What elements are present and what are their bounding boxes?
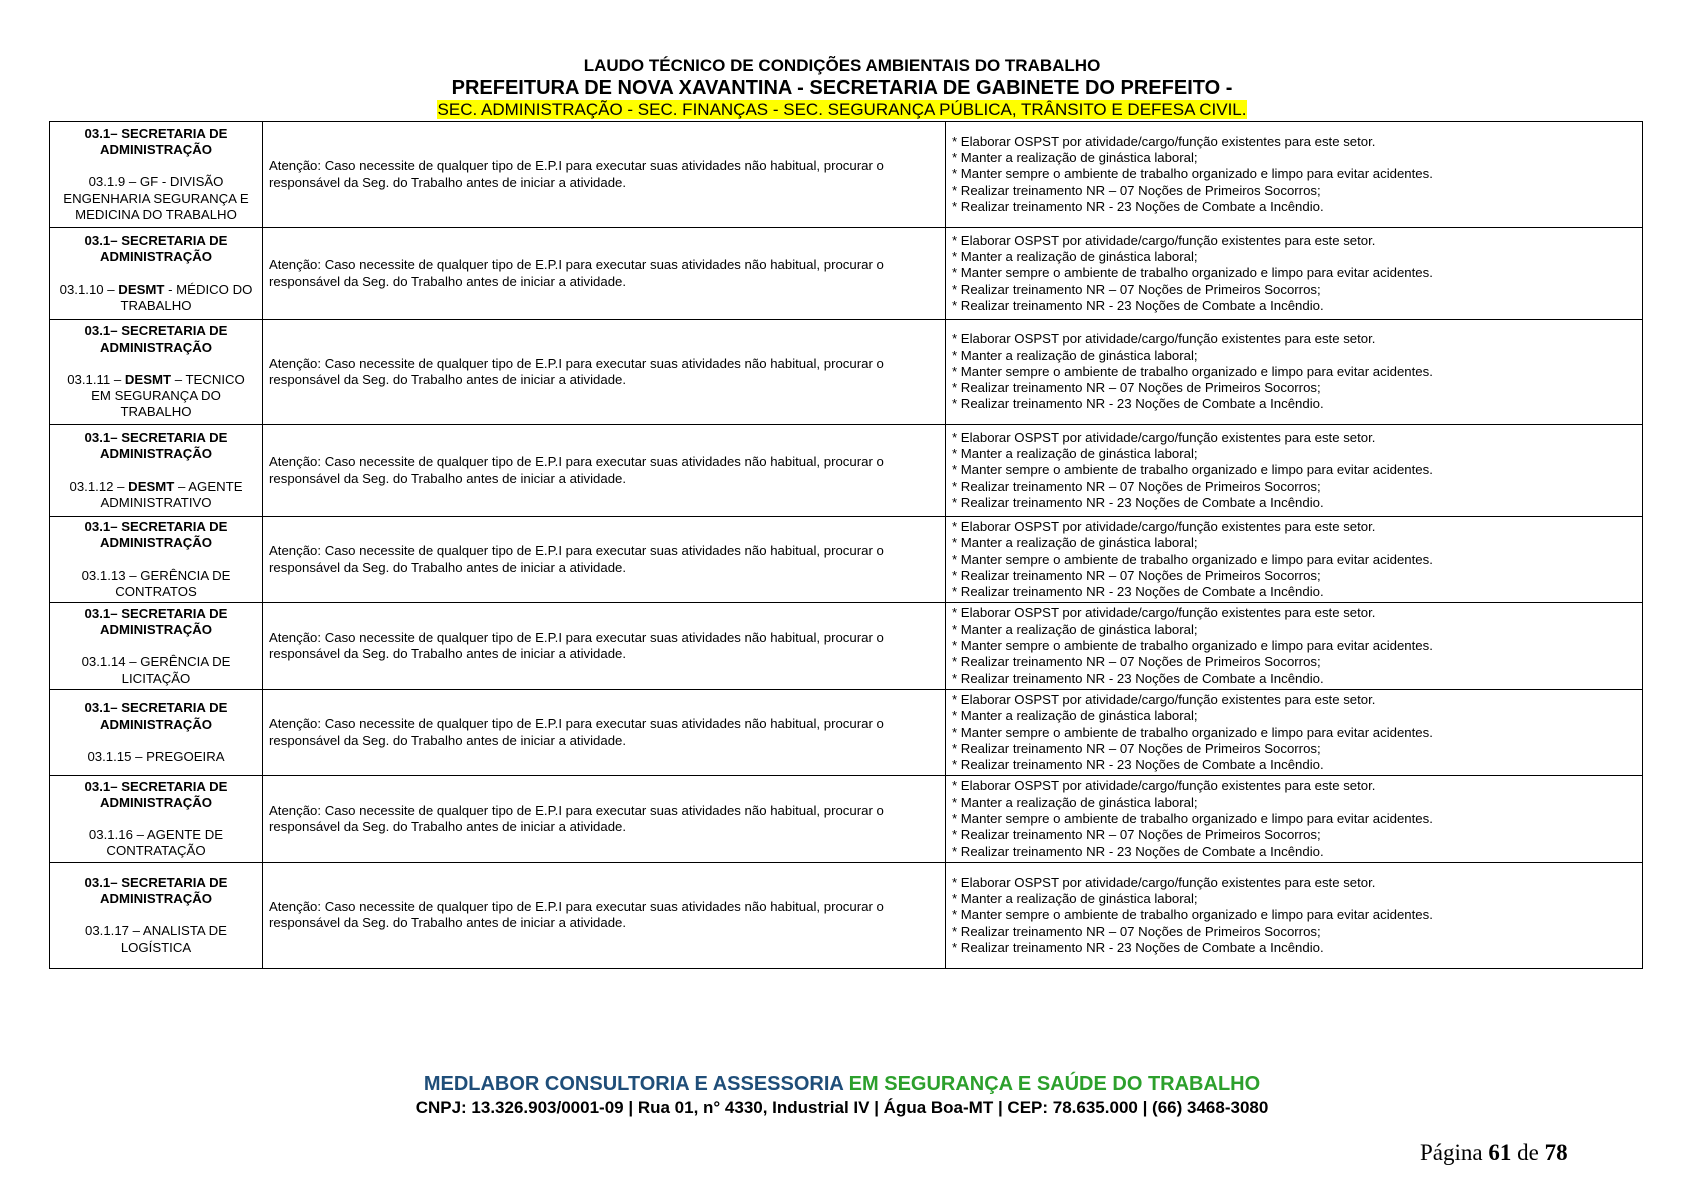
table-row — [50, 517, 1643, 603]
attention-cell: Atenção: Caso necessite de qualquer tipo de E.P.I para executar suas atividades não habitual, procurar o responsável da Seg. do Trabalho antes de iniciar a atividade. — [263, 517, 946, 603]
recommendation-item: * Manter a realização de ginástica laboral; — [952, 794, 1198, 810]
recommendation-item: * Manter sempre o ambiente de trabalho organizado e limpo para evitar acidentes. — [952, 811, 1433, 827]
recommendation-item: * Elaborar OSPST por atividade/cargo/função existentes para este setor. — [952, 331, 1376, 347]
attention-cell: Atenção: Caso necessite de qualquer tipo de E.P.I para executar suas atividades não habitual, procurar o responsável da Seg. do Trabalho antes de iniciar a atividade. — [263, 122, 946, 228]
recommendation-item: * Realizar treinamento NR - 23 Noções de Combate a Incêndio. — [952, 939, 1324, 955]
page-number — [1420, 1140, 1568, 1166]
recommendation-item: * Manter a realização de ginástica laboral; — [952, 890, 1198, 906]
recommendation-item: * Realizar treinamento NR – 07 Noções de Primeiros Socorros; — [952, 380, 1321, 396]
sector-cell — [50, 689, 263, 775]
page-total: 78 — [1544, 1140, 1568, 1165]
sector-cell — [50, 603, 263, 689]
sector-name: 03.1– SECRETARIA DE ADMINISTRAÇÃO — [84, 778, 228, 810]
footer-company-name: MEDLABOR CONSULTORIA E ASSESSORIA — [423, 1073, 844, 1095]
recommendation-item: * Realizar treinamento NR – 07 Noções de Primeiros Socorros; — [952, 182, 1321, 198]
recommendation-item: * Realizar treinamento NR - 23 Noções de Combate a Incêndio. — [952, 757, 1324, 773]
footer-company-tagline: EM SEGURANÇA E SAÚDE DO TRABALHO — [843, 1073, 1261, 1095]
recommendation-item: * Manter sempre o ambiente de trabalho organizado e limpo para evitar acidentes. — [952, 265, 1433, 281]
recommendation-item: * Elaborar OSPST por atividade/cargo/função existentes para este setor. — [952, 133, 1376, 149]
sector-cell — [50, 320, 263, 425]
recommendation-item: * Manter a realização de ginástica laboral; — [952, 708, 1198, 724]
secretariats-highlight: SEC. ADMINISTRAÇÃO - SEC. FINANÇAS - SEC. SEGURANÇA PÚBLICA, TRÂNSITO E DEFESA CIVIL. — [437, 100, 1247, 119]
recommendation-item: * Realizar treinamento NR - 23 Noções de Combate a Incêndio. — [952, 494, 1324, 510]
recommendation-item: * Elaborar OSPST por atividade/cargo/função existentes para este setor. — [952, 605, 1376, 621]
table-row — [50, 776, 1643, 862]
function-name: 03.1.12 – DESMT – AGENTE ADMINISTRATIVO — [69, 478, 243, 510]
table-row — [50, 425, 1643, 517]
recommendations-cell — [946, 862, 1643, 968]
table-row — [50, 228, 1643, 320]
sector-cell — [50, 517, 263, 603]
recommendation-item: * Realizar treinamento NR – 07 Noções de Primeiros Socorros; — [952, 478, 1321, 494]
recommendation-item: * Realizar treinamento NR – 07 Noções de Primeiros Socorros; — [952, 827, 1321, 843]
recommendation-item: * Elaborar OSPST por atividade/cargo/função existentes para este setor. — [952, 232, 1376, 248]
document-title: LAUDO TÉCNICO DE CONDIÇÕES AMBIENTAIS DO TRABALHO — [583, 56, 1101, 75]
recommendation-item: * Manter sempre o ambiente de trabalho organizado e limpo para evitar acidentes. — [952, 363, 1433, 379]
recommendations-cell — [946, 776, 1643, 862]
recommendations-cell — [946, 122, 1643, 228]
function-name: 03.1.15 – PREGOEIRA — [87, 748, 225, 764]
recommendation-item: * Realizar treinamento NR – 07 Noções de Primeiros Socorros; — [952, 923, 1321, 939]
recommendations-cell — [946, 425, 1643, 517]
recommendation-item: * Realizar treinamento NR – 07 Noções de Primeiros Socorros; — [952, 740, 1321, 756]
recommendation-item: * Manter a realização de ginástica laboral; — [952, 150, 1198, 166]
recommendation-item: * Realizar treinamento NR - 23 Noções de Combate a Incêndio. — [952, 297, 1324, 313]
recommendation-item: * Realizar treinamento NR - 23 Noções de Combate a Incêndio. — [952, 396, 1324, 412]
attention-cell: Atenção: Caso necessite de qualquer tipo de E.P.I para executar suas atividades não habitual, procurar o responsável da Seg. do Trabalho antes de iniciar a atividade. — [263, 228, 946, 320]
recommendation-item: * Elaborar OSPST por atividade/cargo/função existentes para este setor. — [952, 778, 1376, 794]
recommendation-item: * Manter a realização de ginástica laboral; — [952, 249, 1198, 265]
sector-name: 03.1– SECRETARIA DE ADMINISTRAÇÃO — [84, 125, 228, 158]
recommendation-item: * Realizar treinamento NR – 07 Noções de Primeiros Socorros; — [952, 654, 1321, 670]
table-row — [50, 603, 1643, 689]
recommendation-item: * Realizar treinamento NR - 23 Noções de Combate a Incêndio. — [952, 198, 1324, 214]
recommendation-item: * Elaborar OSPST por atividade/cargo/função existentes para este setor. — [952, 429, 1376, 445]
attention-cell: Atenção: Caso necessite de qualquer tipo de E.P.I para executar suas atividades não habitual, procurar o responsável da Seg. do Trabalho antes de iniciar a atividade. — [263, 603, 946, 689]
attention-cell: Atenção: Caso necessite de qualquer tipo de E.P.I para executar suas atividades não habitual, procurar o responsável da Seg. do Trabalho antes de iniciar a atividade. — [263, 320, 946, 425]
sector-cell — [50, 862, 263, 968]
sector-name: 03.1– SECRETARIA DE ADMINISTRAÇÃO — [84, 700, 228, 732]
function-name: 03.1.16 – AGENTE DE CONTRATAÇÃO — [88, 827, 224, 859]
sector-cell — [50, 122, 263, 228]
sector-cell — [50, 228, 263, 320]
recommendations-cell — [946, 320, 1643, 425]
recommendation-item: * Realizar treinamento NR - 23 Noções de Combate a Incêndio. — [952, 843, 1324, 859]
recommendation-item: * Realizar treinamento NR - 23 Noções de Combate a Incêndio. — [952, 670, 1324, 686]
sector-name: 03.1– SECRETARIA DE ADMINISTRAÇÃO — [84, 605, 228, 637]
page-of: de — [1517, 1140, 1539, 1165]
recommendation-item: * Manter sempre o ambiente de trabalho organizado e limpo para evitar acidentes. — [952, 551, 1433, 567]
page-label: Página — [1420, 1140, 1483, 1165]
function-name: 03.1.11 – DESMT – TECNICO EM SEGURANÇA DO TRABALHO — [67, 371, 245, 420]
attention-cell: Atenção: Caso necessite de qualquer tipo de E.P.I para executar suas atividades não habitual, procurar o responsável da Seg. do Trabalho antes de iniciar a atividade. — [263, 776, 946, 862]
function-name: 03.1.14 – GERÊNCIA DE LICITAÇÃO — [81, 654, 231, 686]
table-row — [50, 689, 1643, 775]
table-row — [50, 122, 1643, 228]
recommendation-item: * Manter sempre o ambiente de trabalho organizado e limpo para evitar acidentes. — [952, 724, 1433, 740]
function-name: 03.1.9 – GF - DIVISÃO ENGENHARIA SEGURANÇA E MEDICINA DO TRABALHO — [63, 174, 249, 222]
recommendation-item: * Realizar treinamento NR – 07 Noções de Primeiros Socorros; — [952, 567, 1321, 583]
recommendation-item: * Manter sempre o ambiente de trabalho organizado e limpo para evitar acidentes. — [952, 907, 1433, 923]
recommendation-item: * Manter a realização de ginástica laboral; — [952, 446, 1198, 462]
footer-company — [0, 1073, 1684, 1096]
recommendation-item: * Elaborar OSPST por atividade/cargo/função existentes para este setor. — [952, 519, 1376, 534]
sector-name: 03.1– SECRETARIA DE ADMINISTRAÇÃO — [84, 429, 228, 462]
recommendation-item: * Elaborar OSPST por atividade/cargo/função existentes para este setor. — [952, 874, 1376, 890]
recommendations-cell — [946, 603, 1643, 689]
recommendation-item: * Manter sempre o ambiente de trabalho organizado e limpo para evitar acidentes. — [952, 462, 1433, 478]
attention-cell: Atenção: Caso necessite de qualquer tipo de E.P.I para executar suas atividades não habitual, procurar o responsável da Seg. do Trabalho antes de iniciar a atividade. — [263, 862, 946, 968]
recommendation-item: * Manter a realização de ginástica laboral; — [952, 621, 1198, 637]
attention-cell: Atenção: Caso necessite de qualquer tipo de E.P.I para executar suas atividades não habitual, procurar o responsável da Seg. do Trabalho antes de iniciar a atividade. — [263, 689, 946, 775]
recommendation-item: * Manter sempre o ambiente de trabalho organizado e limpo para evitar acidentes. — [952, 638, 1433, 654]
function-name: 03.1.10 – DESMT - MÉDICO DO TRABALHO — [59, 281, 253, 313]
page-current: 61 — [1488, 1140, 1512, 1165]
recommendation-item: * Realizar treinamento NR – 07 Noções de Primeiros Socorros; — [952, 281, 1321, 297]
recommendation-item: * Manter sempre o ambiente de trabalho organizado e limpo para evitar acidentes. — [952, 166, 1433, 182]
sector-name: 03.1– SECRETARIA DE ADMINISTRAÇÃO — [84, 519, 228, 551]
recommendation-item: * Manter a realização de ginástica laboral; — [952, 535, 1198, 551]
recommendations-cell — [946, 517, 1643, 603]
recommendation-item: * Manter a realização de ginástica laboral; — [952, 347, 1198, 363]
function-name: 03.1.17 – ANALISTA DE LOGÍSTICA — [85, 923, 227, 955]
sector-cell — [50, 425, 263, 517]
sector-name: 03.1– SECRETARIA DE ADMINISTRAÇÃO — [84, 232, 228, 265]
recommendations-cell — [946, 689, 1643, 775]
recommendations-cell — [946, 228, 1643, 320]
recommendation-item: * Elaborar OSPST por atividade/cargo/função existentes para este setor. — [952, 691, 1376, 707]
sector-name: 03.1– SECRETARIA DE ADMINISTRAÇÃO — [84, 874, 228, 907]
document-subtitle: PREFEITURA DE NOVA XAVANTINA - SECRETARIA DE GABINETE DO PREFEITO - — [451, 77, 1233, 99]
recommendation-item: * Realizar treinamento NR - 23 Noções de Combate a Incêndio. — [952, 584, 1324, 600]
table-row — [50, 320, 1643, 425]
sector-cell — [50, 776, 263, 862]
document-secretariats — [0, 100, 1684, 120]
recommendations-table — [49, 121, 1643, 969]
attention-cell: Atenção: Caso necessite de qualquer tipo de E.P.I para executar suas atividades não habitual, procurar o responsável da Seg. do Trabalho antes de iniciar a atividade. — [263, 425, 946, 517]
table-row — [50, 862, 1643, 968]
sector-name: 03.1– SECRETARIA DE ADMINISTRAÇÃO — [84, 323, 228, 355]
function-name: 03.1.13 – GERÊNCIA DE CONTRATOS — [81, 567, 231, 600]
footer-contact: CNPJ: 13.326.903/0001-09 | Rua 01, n° 4330, Industrial IV | Água Boa-MT | CEP: 78.635.000 | (66) 3468-3080 — [415, 1098, 1269, 1117]
